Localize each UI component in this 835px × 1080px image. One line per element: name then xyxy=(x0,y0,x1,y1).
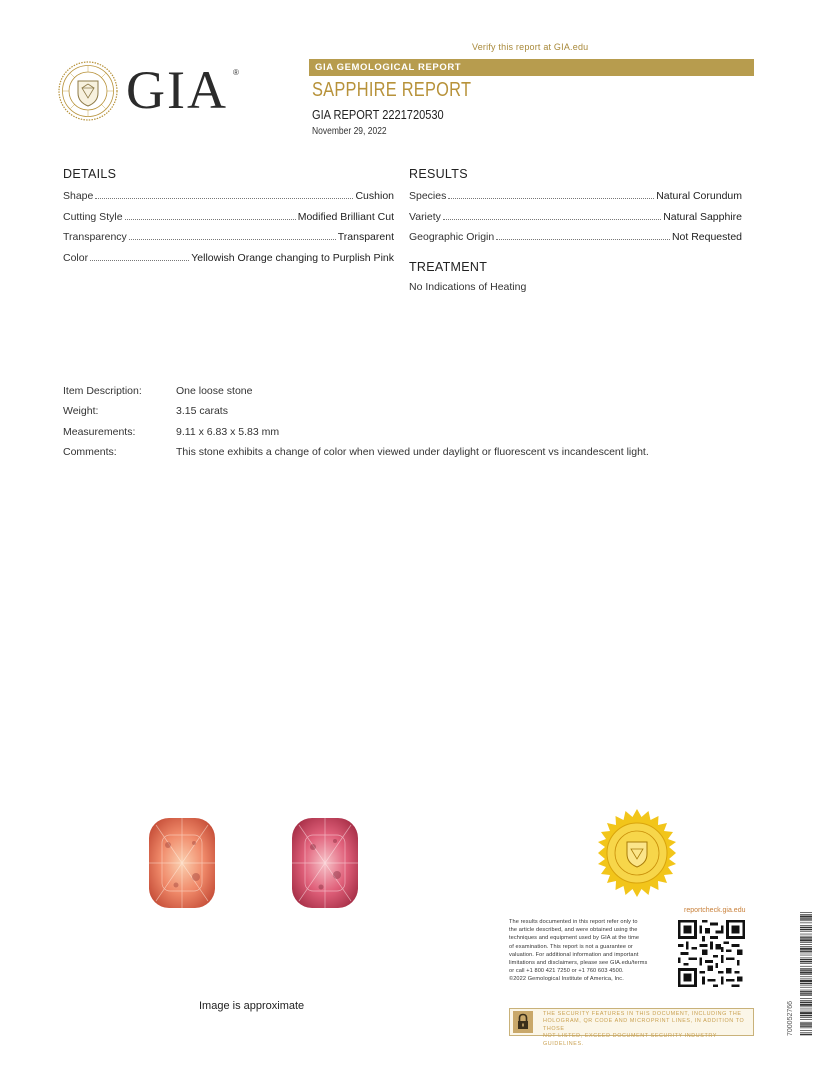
details-value: Yellowish Orange changing to Purplish Pink xyxy=(191,251,394,264)
barcode-number: 700052766 xyxy=(787,1000,794,1036)
results-label: Variety xyxy=(409,210,441,223)
results-row-species xyxy=(409,188,742,202)
results-value: Natural Corundum xyxy=(656,190,742,202)
details-row-shape xyxy=(63,188,394,202)
disclaimer-line: the article described, and were obtained using the xyxy=(509,927,638,934)
gem-image-daylight xyxy=(146,815,218,911)
details-row-transparency xyxy=(63,229,394,243)
gem-image-incandescent xyxy=(289,815,361,911)
results-value: Not Requested xyxy=(671,231,742,243)
gia-logo-text: GIA xyxy=(126,60,228,120)
details-list xyxy=(63,188,394,264)
details-label: Transparency xyxy=(63,231,127,243)
results-value: Natural Sapphire xyxy=(663,210,742,223)
lock-icon xyxy=(513,1011,533,1033)
report-type-bar: GIA GEMOLOGICAL REPORT xyxy=(309,59,754,76)
details-label: Color xyxy=(63,251,89,264)
gia-seal-icon xyxy=(58,61,118,121)
results-label: Geographic Origin xyxy=(409,231,495,243)
security-line: NOT LISTED, EXCEED DOCUMENT SECURITY INDUSTRY GUIDELINES. xyxy=(543,1033,717,1047)
disclaimer-line: of examination. This report is not a guarantee or xyxy=(509,943,633,950)
measurements-label: Measurements: xyxy=(63,426,136,438)
results-row-geographic-origin xyxy=(409,229,742,243)
treatment-text: No Indications of Heating xyxy=(409,281,527,293)
disclaimer-line: techniques and equipment used by GIA at the time xyxy=(509,935,640,942)
weight-value: 3.15 carats xyxy=(176,405,228,417)
verify-link[interactable]: Verify this report at GIA.edu xyxy=(472,42,589,52)
barcode-icon xyxy=(800,912,812,1036)
details-value: Modified Brilliant Cut xyxy=(297,210,394,223)
disclaimer-line: The results documented in this report refer only to xyxy=(509,919,638,925)
report-number: GIA REPORT 2221720530 xyxy=(312,107,444,122)
results-label: Species xyxy=(409,190,447,202)
details-label: Cutting Style xyxy=(63,210,123,223)
results-heading: RESULTS xyxy=(409,167,468,181)
security-line: HOLOGRAM, QR CODE AND MICROPRINT LINES, IN ADDITION TO THOSE xyxy=(543,1018,745,1032)
image-caption: Image is approximate xyxy=(199,1000,305,1012)
security-line: THE SECURITY FEATURES IN THIS DOCUMENT, INCLUDING THE xyxy=(543,1011,742,1017)
comments-value: This stone exhibits a change of color when viewed under daylight or fluorescent vs incandescent light. xyxy=(176,446,649,458)
item-description-value: One loose stone xyxy=(176,385,253,397)
reportcheck-link[interactable]: reportcheck.gia.edu xyxy=(684,907,746,914)
qr-code-icon[interactable] xyxy=(678,920,745,987)
item-description-label: Item Description: xyxy=(63,385,142,397)
measurements-value: 9.11 x 6.83 x 5.83 mm xyxy=(176,426,280,438)
details-label: Shape xyxy=(63,190,94,202)
disclaimer-text xyxy=(509,918,669,984)
results-list xyxy=(409,188,742,243)
disclaimer-line: or call +1 800 421 7250 or +1 760 603 4500. xyxy=(509,968,624,975)
registered-mark: ® xyxy=(233,68,239,77)
details-heading: DETAILS xyxy=(63,167,117,181)
weight-label: Weight: xyxy=(63,405,99,417)
report-date: November 29, 2022 xyxy=(312,126,387,137)
details-value: Transparent xyxy=(337,231,394,243)
details-value: Cushion xyxy=(355,190,394,202)
report-title: SAPPHIRE REPORT xyxy=(312,79,472,101)
comments-label: Comments: xyxy=(63,446,117,458)
gold-hologram-seal-icon xyxy=(593,809,681,897)
disclaimer-line: limitations and disclaimers, please see GIA.edu/terms xyxy=(509,960,648,967)
details-row-cutting-style xyxy=(63,209,394,223)
disclaimer-line: ©2022 Gemological Institute of America, Inc. xyxy=(509,976,624,983)
treatment-heading: TREATMENT xyxy=(409,260,488,274)
security-notice-text xyxy=(543,1011,751,1048)
details-row-color xyxy=(63,250,394,264)
results-row-variety xyxy=(409,209,742,223)
disclaimer-line: valuation. For additional information and important xyxy=(509,951,639,958)
